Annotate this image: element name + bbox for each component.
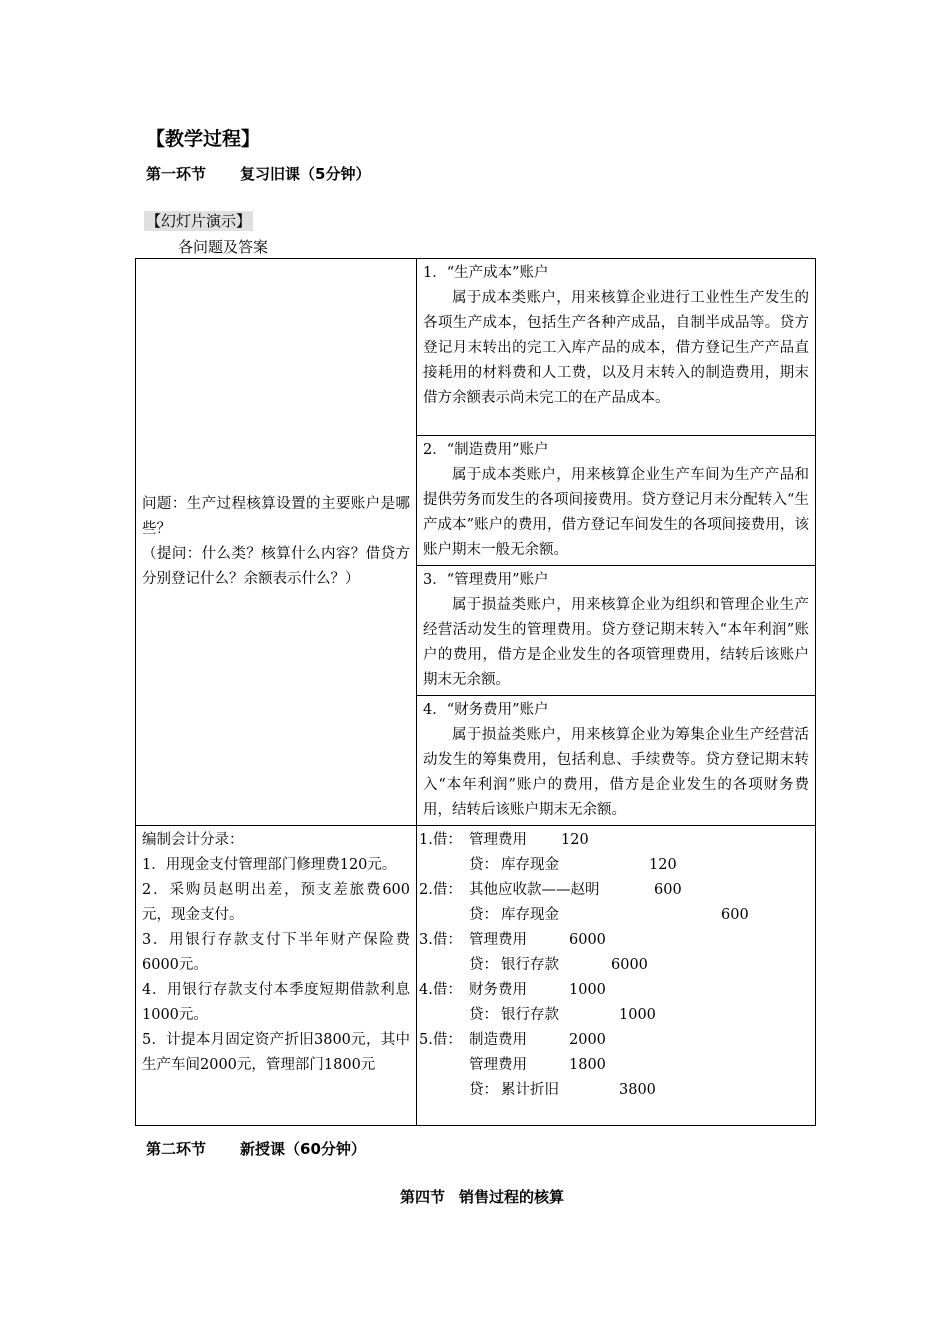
entry-amount: 1000 bbox=[569, 982, 606, 998]
entry-prefix: 4.借： bbox=[419, 982, 462, 998]
chapter-number: 第四节 bbox=[400, 1188, 446, 1206]
entry-amount: 1800 bbox=[569, 1057, 606, 1073]
answer-cell-2 bbox=[417, 436, 816, 566]
entry-amount: 2000 bbox=[569, 1032, 606, 1048]
exercise-item: 5．计提本月固定资产折旧3800元，其中生产车间2000元，管理部门1800元 bbox=[142, 1032, 410, 1073]
entry-account: 银行存款 bbox=[501, 957, 559, 973]
answer-cell-3 bbox=[417, 566, 816, 696]
section-2-heading bbox=[146, 1138, 366, 1159]
entry-amount: 1000 bbox=[619, 1007, 656, 1023]
entry-amount: 120 bbox=[561, 832, 589, 848]
section-1-heading bbox=[146, 163, 370, 184]
entry-account: 制造费用 bbox=[469, 1032, 527, 1048]
entry-account: 财务费用 bbox=[469, 982, 527, 998]
entry-amount: 6000 bbox=[569, 932, 606, 948]
entry-account: 银行存款 bbox=[501, 1007, 559, 1023]
entry-prefix: 2.借： bbox=[419, 882, 462, 898]
journal-entries-cell bbox=[417, 826, 816, 1126]
entry-prefix: 5.借： bbox=[419, 1032, 462, 1048]
exercise-cell bbox=[136, 826, 417, 1126]
journal-entry bbox=[419, 903, 809, 928]
exercise-title: 编制会计分录： bbox=[142, 832, 244, 848]
answer-body: 属于成本类账户，用来核算企业生产车间为生产产品和提供劳务而发生的各项间接费用。贷方登记月末分配转入“生产成本”账户的费用，借方登记车间发生的各项间接费用，该账户期末一般无余额。 bbox=[423, 467, 809, 558]
journal-entry bbox=[419, 1053, 809, 1078]
answer-cell-1 bbox=[417, 259, 816, 436]
journal-entry bbox=[419, 1028, 809, 1053]
answer-body: 属于损益类账户，用来核算企业为筹集企业生产经营活动发生的筹集费用，包括利息、手续费等。贷方登记期末转入“本年利润”账户的费用，借方是企业发生的各项财务费用，结转后该账户期末无余额。 bbox=[423, 727, 809, 818]
section-1-title: 复习旧课（5分钟） bbox=[240, 165, 371, 183]
entry-account: 管理费用 bbox=[469, 932, 527, 948]
entry-amount: 600 bbox=[721, 907, 749, 923]
entry-prefix: 贷： bbox=[469, 957, 498, 973]
entry-account: 管理费用 bbox=[469, 1057, 527, 1073]
entry-account: 管理费用 bbox=[469, 832, 527, 848]
answer-cell-4 bbox=[417, 696, 816, 826]
entry-prefix: 1.借： bbox=[419, 832, 462, 848]
section-1-label: 第一环节 bbox=[146, 165, 207, 183]
entry-prefix: 贷： bbox=[469, 857, 498, 873]
section-2-title: 新授课（60分钟） bbox=[240, 1140, 366, 1158]
answer-title: 2．“制造费用”账户 bbox=[423, 442, 549, 458]
exercise-item: 1．用现金支付管理部门修理费120元。 bbox=[142, 857, 397, 873]
entry-account: 累计折旧 bbox=[501, 1082, 559, 1098]
entry-prefix: 贷： bbox=[469, 907, 498, 923]
answer-title: 1．“生产成本”账户 bbox=[423, 265, 549, 281]
exercise-item: 3．用银行存款支付下半年财产保险费6000元。 bbox=[142, 932, 410, 973]
journal-entry bbox=[419, 853, 809, 878]
exercise-item: 4．用银行存款支付本季度短期借款利息1000元。 bbox=[142, 982, 410, 1023]
journal-entry bbox=[419, 928, 809, 953]
question-text: 问题：生产过程核算设置的主要账户是哪些？ bbox=[142, 496, 410, 537]
chapter-title bbox=[400, 1186, 564, 1207]
entry-prefix: 3.借： bbox=[419, 932, 462, 948]
entry-account: 其他应收款——赵明 bbox=[469, 882, 600, 898]
chapter-name: 销售过程的核算 bbox=[459, 1188, 565, 1206]
journal-entry bbox=[419, 1003, 809, 1028]
entry-amount: 3800 bbox=[619, 1082, 656, 1098]
answer-title: 3．“管理费用”账户 bbox=[423, 572, 549, 588]
question-cell bbox=[136, 259, 417, 826]
exercise-item: 2．采购员赵明出差，预支差旅费600元，现金支付。 bbox=[142, 882, 410, 923]
journal-entry bbox=[419, 1078, 809, 1103]
entry-amount: 6000 bbox=[611, 957, 648, 973]
answer-title: 4．“财务费用”账户 bbox=[423, 702, 549, 718]
page-heading: 【教学过程】 bbox=[146, 128, 261, 150]
entry-prefix: 贷： bbox=[469, 1082, 498, 1098]
question-hint: （提问：什么类？核算什么内容？借贷方分别登记什么？余额表示什么？） bbox=[142, 546, 410, 587]
entry-amount: 120 bbox=[649, 857, 677, 873]
section-2-label: 第二环节 bbox=[146, 1140, 207, 1158]
intro-text: 各问题及答案 bbox=[178, 238, 269, 256]
journal-entry bbox=[419, 828, 809, 853]
journal-entry bbox=[419, 878, 809, 903]
answer-body: 属于成本类账户，用来核算企业进行工业性生产发生的各项生产成本，包括生产各种产成品，自制半成品等。贷方登记月末转出的完工入库产品的成本，借方登记生产产品直接耗用的材料费和人工费，以及月末转入的制造费用，期末借方余额表示尚未完工的在产品成本。 bbox=[423, 290, 809, 406]
entry-prefix: 贷： bbox=[469, 1007, 498, 1023]
entry-amount: 600 bbox=[654, 882, 682, 898]
entry-account: 库存现金 bbox=[501, 907, 559, 923]
journal-entry bbox=[419, 953, 809, 978]
review-table bbox=[135, 258, 816, 1126]
slide-tag: 【幻灯片演示】 bbox=[146, 212, 252, 230]
entry-account: 库存现金 bbox=[501, 857, 559, 873]
answer-body: 属于损益类账户，用来核算企业为组织和管理企业生产经营活动发生的管理费用。贷方登记期末转入“本年利润”账户的费用，借方是企业发生的各项管理费用，结转后该账户期末无余额。 bbox=[423, 597, 809, 688]
journal-entry bbox=[419, 978, 809, 1003]
